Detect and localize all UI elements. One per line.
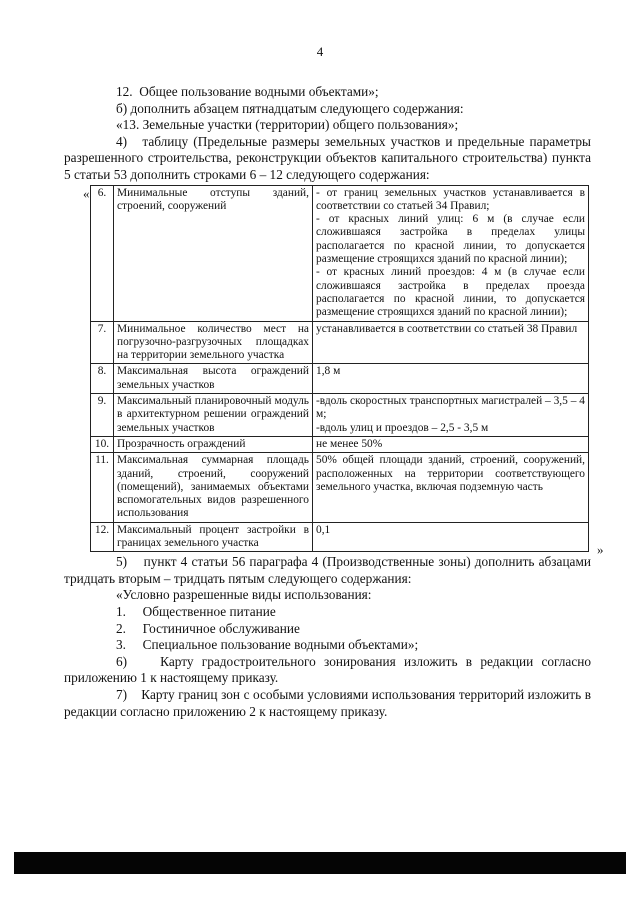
value-line: -вдоль скоростных транспортных магистралей – 3,5 – 4 м; xyxy=(316,395,585,421)
parameter-name: Максимальный процент застройки в границах земельного участка xyxy=(114,522,313,552)
table-row xyxy=(91,436,589,452)
value-line: - от красных линий проездов: 4 м (в случае если сложившаяся застройка в пределах проезда располагается по красной линии, то допускается размещение строящихся зданий по красной линии); xyxy=(316,266,585,319)
page-number: 4 xyxy=(316,44,324,59)
table-row xyxy=(91,364,589,394)
row-number: 10. xyxy=(91,436,114,452)
list-item: 2. Гостиничное обслуживание xyxy=(116,620,300,636)
row-number: 8. xyxy=(91,364,114,394)
table-row xyxy=(91,522,589,552)
paragraph-quote-intro: «Условно разрешенные виды использования: xyxy=(116,587,372,603)
parameter-name: Минимальное количество мест на погрузочно-разгрузочных площадках на территории земельного участка xyxy=(114,321,313,364)
parameter-name: Минимальные отступы зданий, строений, сооружений xyxy=(114,185,313,321)
paragraph-7: 7) Карту границ зон с особыми условиями использования территорий изложить в редакции согласно приложению 2 к настоящему приказу. xyxy=(64,687,591,719)
parameter-name: Максимальный планировочный модуль в архитектурном решении ограждений земельных участков xyxy=(114,394,313,437)
value-line: 1,8 м xyxy=(316,365,341,378)
table-row xyxy=(91,321,589,364)
value-line: - от границ земельных участков устанавливается в соответствии со статьей 34 Правил; xyxy=(316,186,585,212)
parameter-value xyxy=(313,364,589,394)
value-line: -вдоль улиц и проездов – 2,5 - 3,5 м xyxy=(316,421,489,434)
parameter-name: Максимальная высота ограждений земельных участков xyxy=(114,364,313,394)
list-item: 3. Специальное пользование водными объектами»; xyxy=(116,637,419,653)
parameters-table xyxy=(90,185,589,553)
table-row xyxy=(91,453,589,522)
row-number: 11. xyxy=(91,453,114,522)
parameter-value xyxy=(313,453,589,522)
table-row xyxy=(91,185,589,321)
paragraph-6: 6) Карту градостроительного зонирования изложить в редакции согласно приложению 1 к настоящему приказу. xyxy=(64,653,591,686)
parameter-value xyxy=(313,522,589,552)
table-close-quote: » xyxy=(597,542,604,558)
parameter-name: Максимальная суммарная площадь зданий, строений, сооружений (помещений), занимаемых объектами вспомогательных видов разрешенного использования xyxy=(114,453,313,522)
table-row xyxy=(91,394,589,437)
parameter-value xyxy=(313,436,589,452)
value-line: 0,1 xyxy=(316,523,331,536)
parameter-value xyxy=(313,394,589,437)
row-number: 9. xyxy=(91,394,114,437)
list-item: 1. Общественное питание xyxy=(116,604,276,620)
table-open-quote: « xyxy=(83,185,90,201)
paragraph-item-13: «13. Земельные участки (территории) общего пользования»; xyxy=(116,117,459,133)
table-container xyxy=(64,185,604,558)
document-body xyxy=(64,84,604,720)
paragraph-b: б) дополнить абзацем пятнадцатым следующего содержания: xyxy=(116,100,464,116)
paragraph-4: 4) таблицу (Предельные размеры земельных участков и предельные параметры разрешенного строительства, реконструкции объектов капитального строительства) пункта 5 статьи 53 дополнить строками 6 – 12 следующего содержания: xyxy=(64,133,591,182)
paragraph-item-12: 12. Общее пользование водными объектами»; xyxy=(116,84,379,99)
parameter-name: Прозрачность ограждений xyxy=(114,436,313,452)
row-number: 12. xyxy=(91,522,114,552)
paragraph-5: 5) пункт 4 статьи 56 параграфа 4 (Производственные зоны) дополнить абзацами тридцать вторым – тридцать пятым следующего содержания: xyxy=(64,554,591,586)
scan-bottom-bar xyxy=(14,852,626,874)
value-line: не менее 50% xyxy=(316,437,383,450)
value-line: устанавливается в соответствии со статьей 38 Правил xyxy=(316,322,578,335)
value-line: - от красных линий улиц: 6 м (в случае если сложившаяся застройка в пределах улицы располагается по красной линии, то допускается размещение строящихся зданий по красной линии); xyxy=(316,213,585,266)
parameter-value xyxy=(313,321,589,364)
row-number: 6. xyxy=(91,185,114,321)
value-line: 50% общей площади зданий, строений, сооружений, расположенных на территории соответствующего земельного участка, включая подземную часть xyxy=(316,454,585,493)
row-number: 7. xyxy=(91,321,114,364)
parameter-value xyxy=(313,185,589,321)
